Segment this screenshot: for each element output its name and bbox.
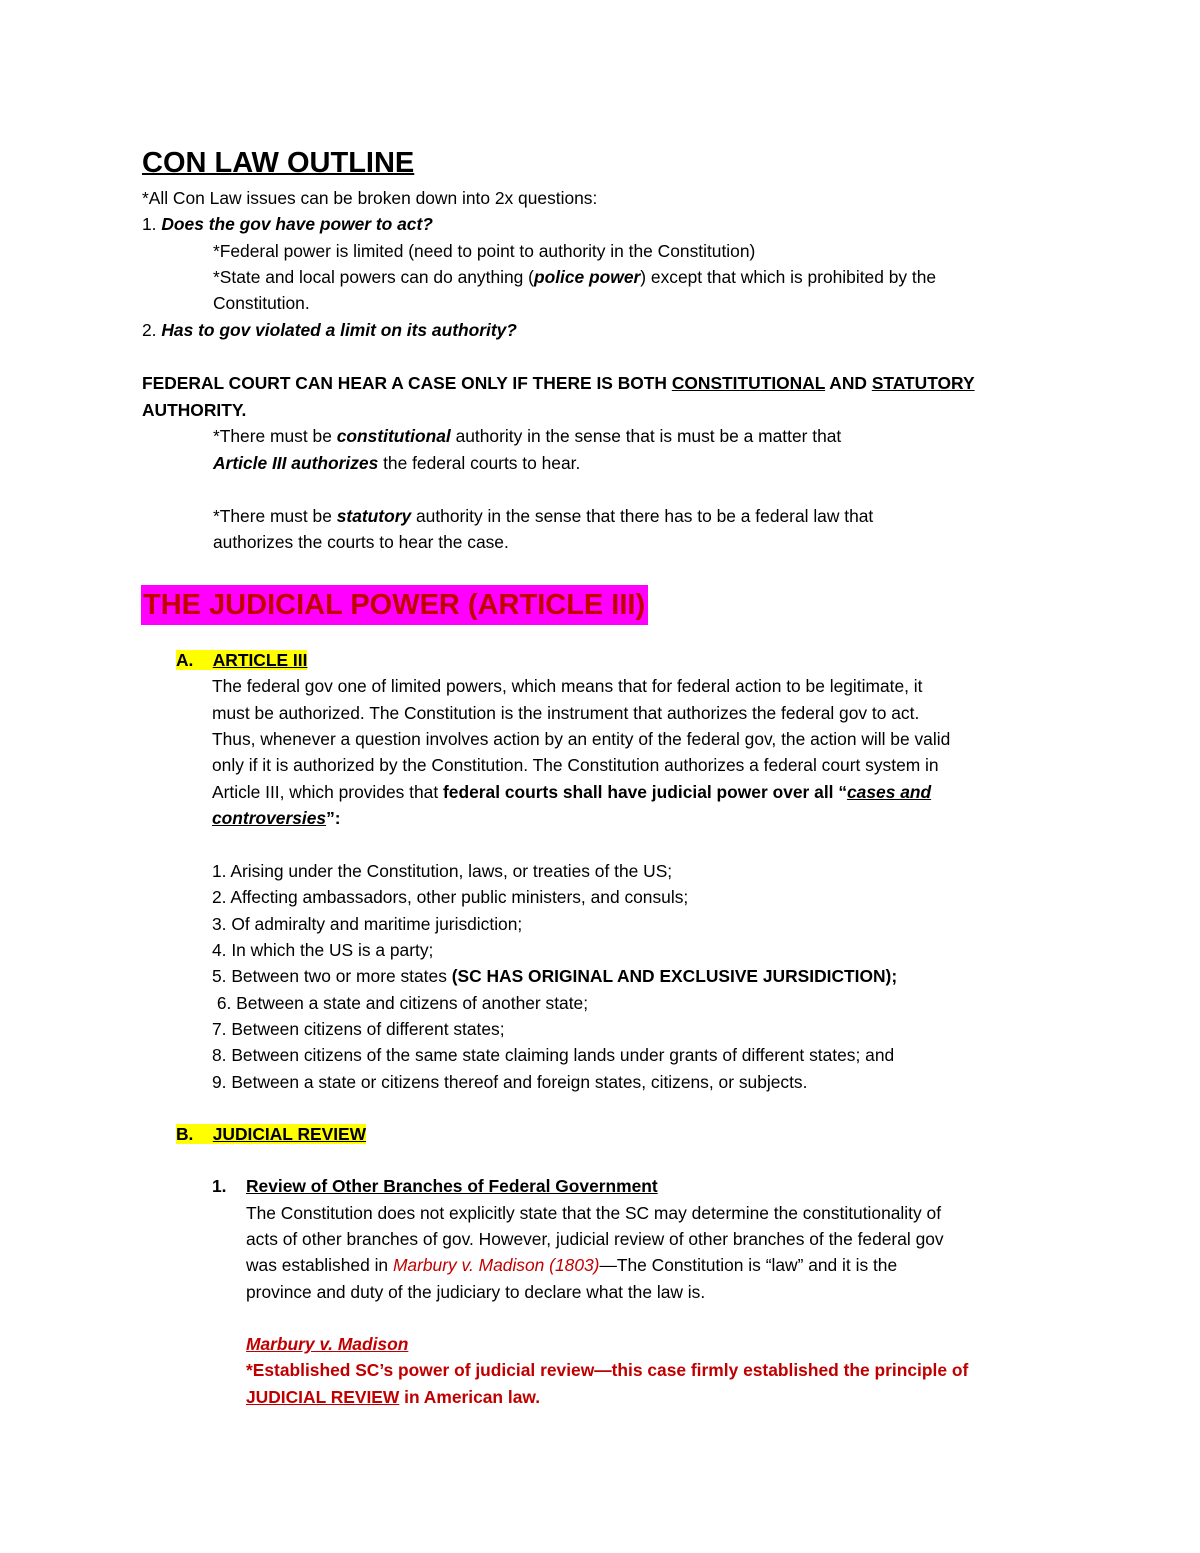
intro-line: *All Con Law issues can be broken down into 2x questions: xyxy=(142,188,598,208)
constitutional-authority-note xyxy=(213,423,841,449)
list-item: 7. Between citizens of different states; xyxy=(212,1019,505,1039)
body-text: was established in xyxy=(246,1255,393,1275)
cases-and-term: cases and xyxy=(847,782,932,802)
sc-jurisdiction-note: (SC HAS ORIGINAL AND EXCLUSIVE JURSIDICTION); xyxy=(451,966,898,986)
question-1 xyxy=(142,211,433,237)
list-item xyxy=(212,963,897,989)
article-iii-authorizes: Article III authorizes xyxy=(213,453,379,473)
controversies-term: controversies xyxy=(212,808,327,828)
constitutional-emphasis: constitutional xyxy=(336,426,451,446)
article-iii-body-line: The federal gov one of limited powers, which means that for federal action to be legitimate, it xyxy=(212,676,923,696)
judicial-review-body-line xyxy=(246,1252,897,1278)
federal-court-heading xyxy=(142,370,975,396)
federal-court-heading-text: FEDERAL COURT CAN HEAR A CASE ONLY IF THERE IS BOTH xyxy=(142,373,672,393)
subsection-spacer xyxy=(193,1124,212,1144)
and-text: AND xyxy=(825,373,872,393)
item-title: Review of Other Branches of Federal Government xyxy=(246,1176,658,1196)
case-holding-line xyxy=(246,1384,540,1410)
page-title: CON LAW OUTLINE xyxy=(142,147,415,179)
article-iii-body-line xyxy=(212,805,341,831)
section-heading: THE JUDICIAL POWER (ARTICLE III) xyxy=(141,585,648,625)
constitutional-term: CONSTITUTIONAL xyxy=(671,373,826,393)
subsection-b-heading xyxy=(176,1121,366,1147)
subsection-spacer xyxy=(193,650,212,670)
judicial-review-body-line: acts of other branches of gov. However, judicial review of other branches of the federal gov xyxy=(246,1229,944,1249)
question-1-number: 1. xyxy=(142,214,162,234)
note-text-end: authority in the sense that there has to be a federal law that xyxy=(411,506,874,526)
article-iii-body-line: must be authorized. The Constitution is the instrument that authorizes the federal gov to act. xyxy=(212,703,920,723)
article-iii-body-line: only if it is authorized by the Constitution. The Constitution authorizes a federal court system in xyxy=(212,755,939,775)
list-item: 6. Between a state and citizens of another state; xyxy=(212,993,589,1013)
judicial-power-emphasis: federal courts shall have judicial power over all “ xyxy=(443,782,848,802)
judicial-review-body-line: The Constitution does not explicitly state that the SC may determine the constitutionality of xyxy=(246,1203,942,1223)
question-1-text: Does the gov have power to act? xyxy=(161,214,433,234)
subsection-letter: A. xyxy=(176,650,194,670)
list-item: 1. Arising under the Constitution, laws, or treaties of the US; xyxy=(212,861,673,881)
statutory-emphasis: statutory xyxy=(336,506,412,526)
subsection-a-heading xyxy=(176,647,307,673)
note-text: *There must be xyxy=(213,506,337,526)
federal-court-heading-cont: AUTHORITY. xyxy=(142,400,247,420)
federal-power-note: *Federal power is limited (need to point to authority in the Constitution) xyxy=(213,241,756,261)
note-text-end: authority in the sense that is must be a matter that xyxy=(450,426,842,446)
body-text: Article III, which provides that xyxy=(212,782,444,802)
statutory-term: STATUTORY xyxy=(871,373,975,393)
article-iii-body-line: Thus, whenever a question involves action by an entity of the federal gov, the action will be valid xyxy=(212,729,951,749)
subsection-label: ARTICLE III xyxy=(212,650,308,670)
constitutional-authority-note-cont xyxy=(213,450,580,476)
state-power-note-cont: Constitution. xyxy=(213,293,310,313)
judicial-review-body-line: province and duty of the judiciary to declare what the law is. xyxy=(246,1282,706,1302)
state-power-text: *State and local powers can do anything ( xyxy=(213,267,534,287)
list-item: 8. Between citizens of the same state claiming lands under grants of different states; and xyxy=(212,1045,895,1065)
subsection-letter: B. xyxy=(176,1124,194,1144)
body-text-end: —The Constitution is “law” and it is the xyxy=(599,1255,898,1275)
state-power-text-end: ) except that which is prohibited by the xyxy=(640,267,937,287)
state-power-note xyxy=(213,264,936,290)
case-citation: Marbury v. Madison (1803) xyxy=(392,1255,600,1275)
list-item: 3. Of admiralty and maritime jurisdiction; xyxy=(212,914,523,934)
question-2-text: Has to gov violated a limit on its authority? xyxy=(161,320,517,340)
subsection-label: JUDICIAL REVIEW xyxy=(212,1124,367,1144)
question-2-number: 2. xyxy=(142,320,162,340)
statutory-authority-note-cont: authorizes the courts to hear the case. xyxy=(213,532,509,552)
quote-close: ”: xyxy=(326,808,341,828)
article-iii-body-line xyxy=(212,779,931,805)
note-text-end: the federal courts to hear. xyxy=(378,453,581,473)
case-holding-text: in American law. xyxy=(399,1387,541,1407)
note-text: *There must be xyxy=(213,426,337,446)
list-item: 4. In which the US is a party; xyxy=(212,940,434,960)
list-item: 9. Between a state or citizens thereof and foreign states, citizens, or subjects. xyxy=(212,1072,808,1092)
list-item: 2. Affecting ambassadors, other public ministers, and consuls; xyxy=(212,887,689,907)
item-number: 1. xyxy=(212,1176,227,1196)
case-title: Marbury v. Madison xyxy=(246,1334,409,1354)
list-item-text: 5. Between two or more states xyxy=(212,966,452,986)
case-holding-line: *Established SC’s power of judicial review—this case firmly established the principle of xyxy=(246,1360,969,1380)
police-power-term: police power xyxy=(533,267,641,287)
question-2 xyxy=(142,317,517,343)
statutory-authority-note xyxy=(213,503,873,529)
judicial-review-term: JUDICIAL REVIEW xyxy=(246,1387,400,1407)
